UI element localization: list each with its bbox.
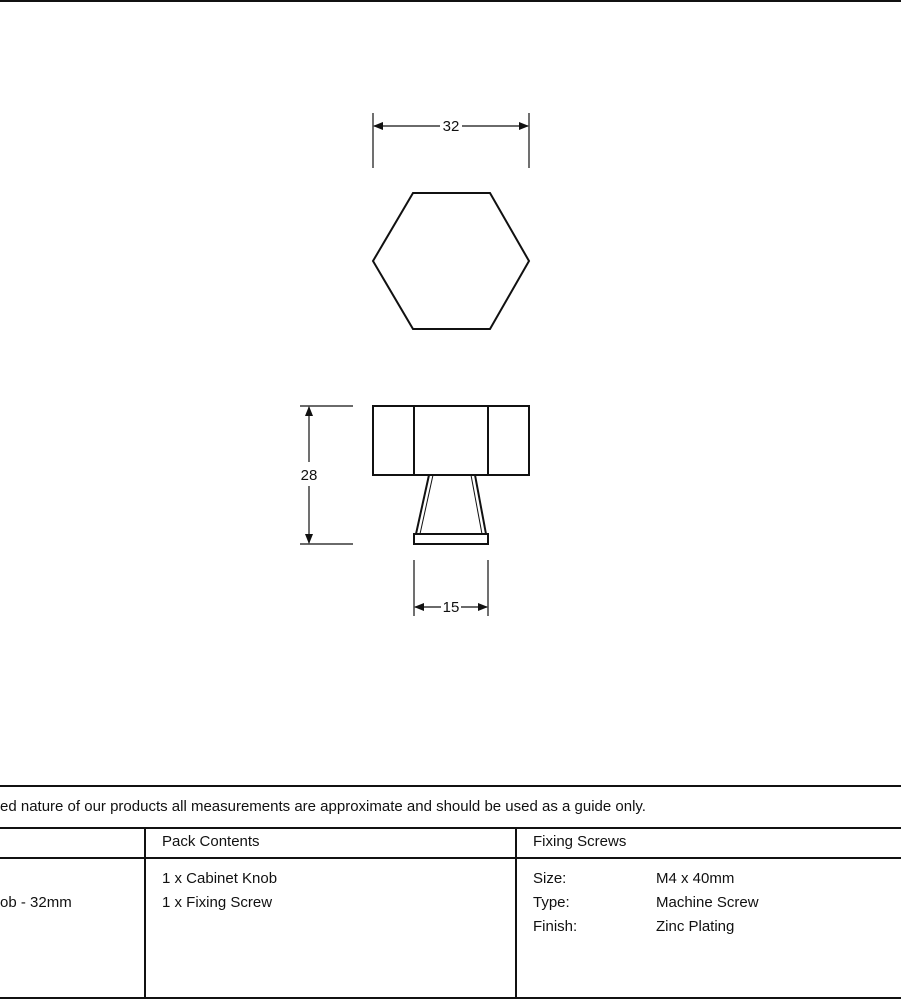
base-width-label: 15 xyxy=(442,599,460,616)
fixing-screws-header: Fixing Screws xyxy=(533,833,627,850)
product-name: ob - 32mm xyxy=(0,894,72,911)
screw-type-label: Type: xyxy=(533,894,570,911)
pack-contents-header: Pack Contents xyxy=(162,833,260,850)
screw-type-value: Machine Screw xyxy=(656,894,759,911)
table-top-border xyxy=(0,785,901,787)
height-dimension xyxy=(300,406,353,544)
header-divider xyxy=(0,857,901,859)
height-label: 28 xyxy=(300,467,318,484)
screw-size-value: M4 x 40mm xyxy=(656,870,735,887)
top-width-label: 32 xyxy=(442,118,460,135)
base-width-dimension xyxy=(414,560,488,616)
pack-item: 1 x Cabinet Knob xyxy=(162,870,278,887)
screw-size-label: Size: xyxy=(533,870,567,887)
info-table xyxy=(0,785,901,1001)
disclaimer-text: ed nature of our products all measurements are approximate and should be used as a guide only. xyxy=(0,798,646,815)
pack-item: 1 x Fixing Screw xyxy=(162,894,273,911)
hexagon-top-view xyxy=(373,193,529,329)
table-bottom-border xyxy=(0,997,901,999)
screw-finish-label: Finish: xyxy=(533,918,578,935)
column-divider-2 xyxy=(515,827,517,999)
screw-finish-value: Zinc Plating xyxy=(656,918,735,935)
knob-side-view xyxy=(373,406,529,544)
column-divider-1 xyxy=(144,827,146,999)
top-width-dimension xyxy=(373,113,529,168)
table-divider xyxy=(0,827,901,829)
